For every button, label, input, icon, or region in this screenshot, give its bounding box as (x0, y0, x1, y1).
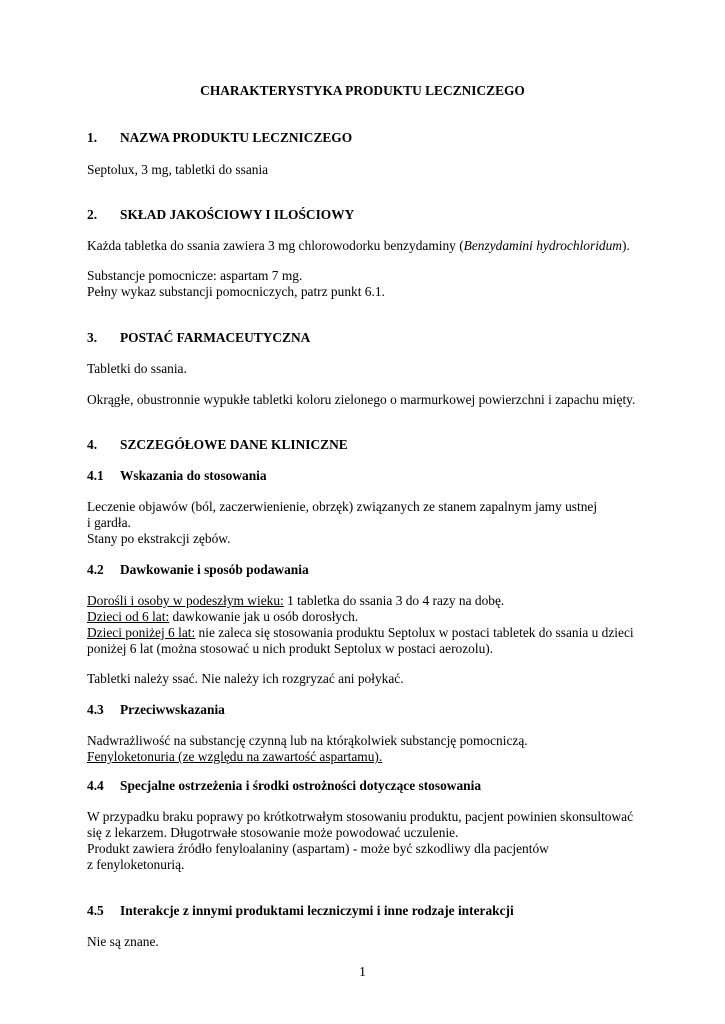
warning-line: Produkt zawiera źródło fenyloalaniny (aspartam) - może być szkodliwy dla pacjentów (87, 841, 549, 856)
dosage-children-under-6-cont: poniżej 6 lat (można stosować u nich produkt Septolux w postaci aerozolu). (87, 641, 494, 656)
section-2-heading (87, 207, 354, 223)
subsection-title: Interakcje z innymi produktami leczniczymi i inne rodzaje interakcji (120, 903, 514, 918)
page-number: 1 (359, 965, 366, 980)
subsection-number: 4.1 (87, 468, 104, 483)
dosage-adults (87, 593, 504, 609)
section-4-heading (87, 437, 348, 453)
subsection-title: Wskazania do stosowania (120, 468, 267, 483)
dosage-group-label: Dorośli i osoby w podeszłym wieku: (87, 593, 284, 608)
subsection-number: 4.4 (87, 778, 104, 793)
subsection-number: 4.5 (87, 903, 104, 918)
composition-text-end: ). (621, 238, 630, 253)
dosage-text: nie zaleca się stosowania produktu Septolux w postaci tabletek do ssania u dzieci (195, 625, 634, 640)
subsection-4-3-heading (87, 702, 225, 718)
latin-name: Benzydamini hydrochloridum (463, 238, 622, 253)
warning-line: W przypadku braku poprawy po krótkotrwałym stosowaniu produktu, pacjent powinien skonsultować (87, 809, 634, 824)
section-1-heading (87, 130, 352, 146)
dosage-text: 1 tabletka do ssania 3 do 4 razy na dobę. (283, 593, 505, 608)
indication-line: i gardła. (87, 515, 131, 530)
excipients-list-ref: Pełny wykaz substancji pomocniczych, patrz punkt 6.1. (87, 284, 385, 299)
contraindication-line: Fenyloketonuria (ze względu na zawartość aspartamu). (87, 749, 383, 764)
subsection-4-5-heading (87, 903, 514, 919)
section-title: NAZWA PRODUKTU LECZNICZEGO (120, 130, 353, 145)
interactions-text: Nie są znane. (87, 934, 159, 949)
indication-line: Leczenie objawów (ból, zaczerwienienie, obrzęk) związanych ze stanem zapalnym jamy ustnej (87, 499, 598, 514)
dosage-group-label: Dzieci od 6 lat: (87, 609, 170, 624)
warning-line: się z lekarzem. Długotrwałe stosowanie może powodować uczulenie. (87, 825, 459, 840)
tablet-description: Okrągłe, obustronnie wypukłe tabletki koloru zielonego o marmurkowej powierzchni i zapachu mięty. (87, 392, 636, 407)
subsection-4-1-heading (87, 468, 267, 484)
section-title: SZCZEGÓŁOWE DANE KLINICZNE (120, 437, 348, 452)
section-number: 2. (87, 207, 98, 222)
subsection-number: 4.2 (87, 562, 104, 577)
administration-instructions: Tabletki należy ssać. Nie należy ich rozgryzać ani połykać. (87, 671, 404, 686)
warning-line: z fenyloketonurią. (87, 857, 185, 872)
excipients-text: Substancje pomocnicze: aspartam 7 mg. (87, 268, 303, 283)
document-title: CHARAKTERYSTYKA PRODUKTU LECZNICZEGO (200, 83, 525, 98)
dosage-children-6 (87, 609, 358, 625)
section-title: POSTAĆ FARMACEUTYCZNA (120, 330, 311, 345)
section-number: 4. (87, 437, 98, 452)
subsection-4-4-heading (87, 778, 481, 794)
composition-paragraph (87, 238, 630, 254)
dosage-group-label: Dzieci poniżej 6 lat: (87, 625, 196, 640)
section-number: 3. (87, 330, 98, 345)
subsection-number: 4.3 (87, 702, 104, 717)
subsection-4-2-heading (87, 562, 309, 578)
section-1-text: Septolux, 3 mg, tabletki do ssania (87, 162, 269, 177)
dosage-text: dawkowanie jak u osób dorosłych. (169, 609, 359, 624)
section-number: 1. (87, 130, 98, 145)
section-3-heading (87, 330, 310, 346)
subsection-title: Dawkowanie i sposób podawania (120, 562, 309, 577)
dosage-children-under-6 (87, 625, 634, 641)
dosage-form-text: Tabletki do ssania. (87, 361, 187, 376)
section-title: SKŁAD JAKOŚCIOWY I ILOŚCIOWY (120, 207, 355, 222)
contraindication-line: Nadwrażliwość na substancję czynną lub na którąkolwiek substancję pomocniczą. (87, 733, 528, 748)
composition-text: Każda tabletka do ssania zawiera 3 mg chlorowodorku benzydaminy ( (87, 238, 464, 253)
subsection-title: Specjalne ostrzeżenia i środki ostrożności dotyczące stosowania (120, 778, 482, 793)
subsection-title: Przeciwwskazania (120, 702, 225, 717)
indication-line: Stany po ekstrakcji zębów. (87, 531, 231, 546)
